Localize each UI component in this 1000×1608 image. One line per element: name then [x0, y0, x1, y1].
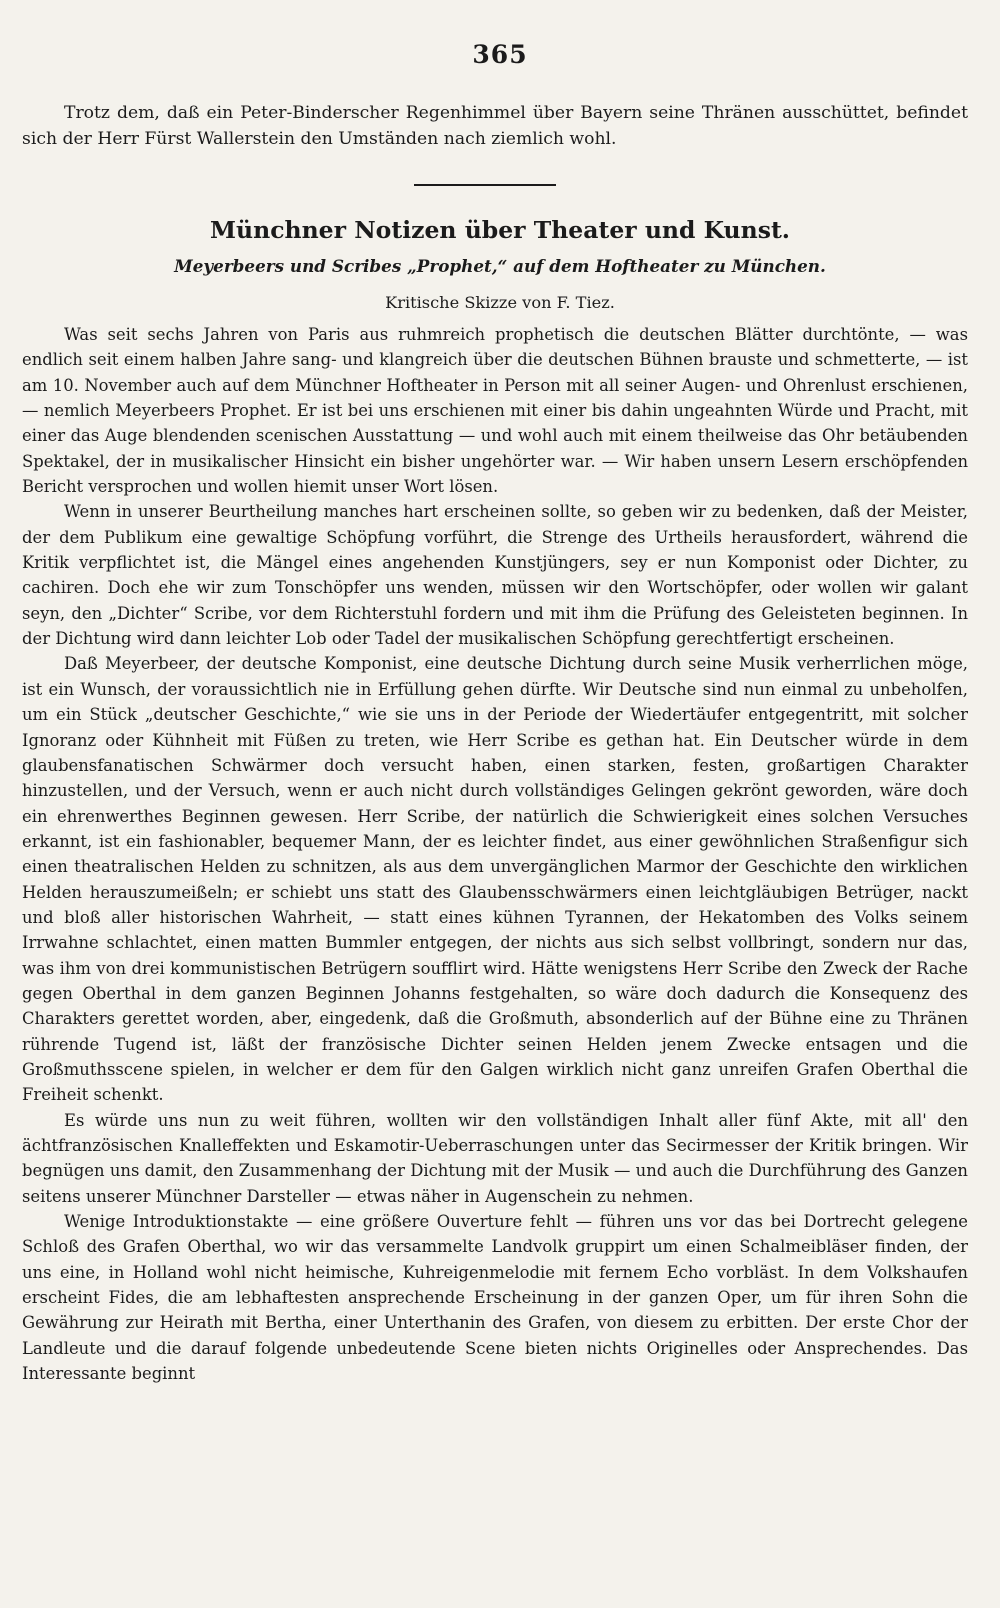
- paragraph: Was seit sechs Jahren von Paris aus ruhmreich prophetisch die deutschen Blätter durchtönte, — was endlich seit einem halben Jahre sang- und klangreich über die deutschen Bühnen brauste und schmetterte, — ist am 10. November auch auf dem Münchner Hoftheater in Person mit all seiner Augen- und Ohrenlust erschienen, — nemlich Meyerbeers Prophet. Er ist bei uns erschienen mit einer bis dahin ungeahnten Würde und Pracht, mit einer das Auge blendenden scenischen Ausstattung — und wohl auch mit einem theilweise das Ohr betäubenden Spektakel, der in musikalischer Hinsicht ein bisher ungehörter war. — Wir haben unsern Lesern erschöpfenden Bericht versprochen und wollen hiemit unser Wort lösen.: [22, 325, 968, 497]
- paragraph: Wenn in unserer Beurtheilung manches hart erscheinen sollte, so geben wir zu bedenken, daß der Meister, der dem Publikum eine gewaltige Schöpfung vorführt, die Strenge des Urtheils herausfordert, während die Kritik verpflichtet ist, die Mängel eines angehenden Kunstjüngers, sey er nun Komponist oder Dichter, zu cachiren. Doch ehe wir zum Tonschöpfer uns wenden, müssen wir den Wortschöpfer, oder wollen wir galant seyn, den „Dichter“ Scribe, vor dem Richterstuhl fordern und mit ihm die Prüfung des Geleisteten beginnen. In der Dichtung wird dann leichter Lob oder Tadel der musikalischen Schöpfung gerechtfertigt erscheinen.: [22, 502, 968, 649]
- intro-paragraph: [22, 100, 968, 152]
- page-number: 365: [472, 40, 528, 69]
- article-title: Münchner Notizen über Theater und Kunst.: [210, 216, 790, 244]
- paragraph: Es würde uns nun zu weit führen, wollten wir den vollständigen Inhalt aller fünf Akte, mit all' den ächtfranzösischen Knalleffekten und Eskamotir-Ueberraschungen unter das Secirmesser der Kritik bringen. Wir begnügen uns damit, den Zusammenhang der Dichtung mit der Musik — und auch die Durchführung des Ganzen seitens unserer Münchner Darsteller — etwas näher in Augenschein zu nehmen.: [22, 1110, 968, 1206]
- paragraph: Wenige Introduktionstakte — eine größere Ouverture fehlt — führen uns vor das bei Dortrecht gelegene Schloß des Grafen Oberthal, wo wir das versammelte Landvolk gruppirt um einen Schalmeibläser finden, der uns eine, in Holland wohl nicht heimische, Kuhreigenmelodie mit fernem Echo vorbläst. In dem Volkshaufen erscheint Fides, die am lebhaftesten ansprechende Erscheinung in der ganzen Oper, um für ihren Sohn die Gewährung zur Heirath mit Bertha, einer Unterthanin des Grafen, von diesem zu erbitten. Der erste Chor der Landleute und die darauf folgende unbedeutende Scene bieten nichts Originelles oder Ansprechendes. Das Interessante beginnt: [22, 1212, 968, 1384]
- article-subtitle: Meyerbeers und Scribes „Prophet,“ auf dem Hoftheater zu München.: [174, 256, 826, 276]
- article-body: [22, 322, 968, 1386]
- intro-text: Trotz dem, daß ein Peter-Binderscher Regenhimmel über Bayern seine Thränen ausschüttet, befindet sich der Herr Fürst Wallerstein den Umständen nach ziemlich wohl.: [22, 103, 968, 149]
- section-divider: [414, 184, 556, 186]
- paragraph: Daß Meyerbeer, der deutsche Komponist, eine deutsche Dichtung durch seine Musik verherrlichen möge, ist ein Wunsch, der voraussichtlich nie in Erfüllung gehen dürfte. Wir Deutsche sind nun einmal zu unbeholfen, um ein Stück „deutscher Geschichte,“ wie sie uns in der Periode der Wiedertäufer entgegentritt, mit solcher Ignoranz oder Kühnheit mit Füßen zu treten, wie Herr Scribe es gethan hat. Ein Deutscher würde in dem glaubensfanatischen Schwärmer doch versucht haben, einen starken, festen, großartigen Charakter hinzustellen, und der Versuch, wenn er auch nicht durch vollständiges Gelingen gekrönt geworden, wäre doch ein ehrenwerthes Beginnen gewesen. Herr Scribe, der natürlich die Schwierigkeit eines solchen Versuches erkannt, ist ein fashionabler, bequemer Mann, der es leichter findet, aus einer gewöhnlichen Straßenfigur sich einen theatralischen Helden zu schnitzen, als aus dem unvergänglichen Marmor der Geschichte den wirklichen Helden herauszumeißeln; er schiebt uns statt des Glaubensschwärmers einen leichtgläubigen Betrüger, nackt und bloß aller historischen Wahrheit, — statt eines kühnen Tyrannen, der Hekatomben des Volks seinem Irrwahne schlachtet, einen matten Bummler entgegen, der nichts aus sich selbst vollbringt, sondern nur das, was ihm von drei kommunistischen Betrügern soufflirt wird. Hätte wenigstens Herr Scribe den Zweck der Rache gegen Oberthal in dem ganzen Beginnen Johanns festgehalten, so wäre doch dadurch die Konsequenz des Charakters gerettet worden, aber, eingedenk, daß die Großmuth, absonderlich auf der Bühne eine zu Thränen rührende Tugend ist, läßt der französische Dichter seinen Helden jenem Zwecke entsagen und die Großmuthsscene spielen, in welcher er dem für den Galgen wirklich nicht ganz unreifen Grafen Oberthal die Freiheit schenkt.: [22, 654, 968, 1105]
- article-byline: Kritische Skizze von F. Tiez.: [385, 293, 615, 312]
